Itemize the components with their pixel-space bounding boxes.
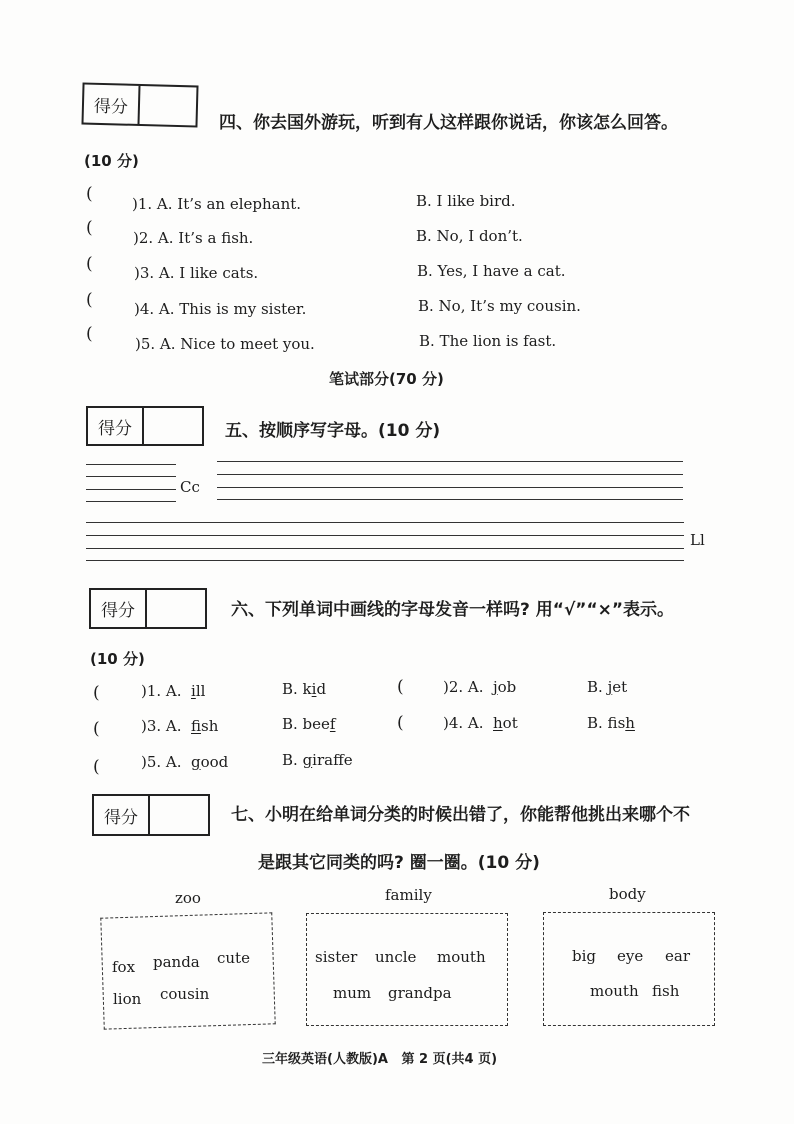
word-box-body <box>543 912 715 1026</box>
answer-paren: ( <box>86 184 93 204</box>
score-blank[interactable] <box>144 408 202 444</box>
writing-line <box>86 476 176 477</box>
question-option-b: B. Yes, I have a cat. <box>417 262 566 280</box>
group-title-body: body <box>609 885 646 903</box>
word-item[interactable]: mum <box>333 984 372 1002</box>
writing-line <box>86 535 684 536</box>
writing-line <box>217 487 683 488</box>
question-number: )3. A. <box>141 717 182 735</box>
question-number: )4. A. <box>443 714 484 732</box>
question-option-a: )4. A. This is my sister. <box>134 300 307 318</box>
word-item[interactable]: eye <box>617 947 644 965</box>
word-item[interactable]: sister <box>315 948 358 966</box>
section-6-heading: 六、下列单词中画线的字母发音一样吗? 用“√”“×”表示。 <box>231 600 675 620</box>
question-option-b: B. No, I don’t. <box>416 227 523 245</box>
answer-paren: ( <box>86 324 93 344</box>
word-a: job <box>493 678 517 696</box>
score-label: 得分 <box>94 796 150 834</box>
score-box-s5 <box>86 406 204 446</box>
word-item[interactable]: mouth <box>437 948 486 966</box>
question-option-a: )5. A. Nice to meet you. <box>135 335 315 353</box>
group-title-zoo: zoo <box>175 889 201 907</box>
section-7-heading-line2: 是跟其它同类的吗? 圈一圈。(10 分) <box>258 853 540 873</box>
word-b: B. beef <box>282 715 336 733</box>
word-a: hot <box>493 714 518 732</box>
word-item[interactable]: panda <box>153 953 200 971</box>
answer-paren: ( <box>86 290 93 310</box>
score-blank[interactable] <box>140 86 197 125</box>
word-item[interactable]: big <box>572 947 597 965</box>
word-item[interactable]: lion <box>113 990 142 1008</box>
section-6-points: (10 分) <box>90 650 145 668</box>
writing-line <box>86 560 684 561</box>
score-box-s6 <box>89 588 207 629</box>
word-item[interactable]: cute <box>217 949 250 967</box>
question-option-b: B. The lion is fast. <box>419 332 557 350</box>
answer-paren: ( <box>93 757 100 777</box>
question-option-a: )1. A. It’s an elephant. <box>132 195 302 213</box>
writing-line <box>86 522 684 523</box>
writing-line <box>86 489 176 490</box>
score-blank[interactable] <box>150 796 208 834</box>
answer-paren: ( <box>397 713 404 733</box>
word-a: good <box>191 753 229 771</box>
word-item[interactable]: fish <box>652 982 680 1000</box>
given-letter-ll: Ll <box>690 531 705 549</box>
group-title-family: family <box>385 886 432 904</box>
question-number: )5. A. <box>141 753 182 771</box>
written-part-title: 笔试部分(70 分) <box>329 370 444 388</box>
word-b: B. kid <box>282 680 327 698</box>
question-number: )2. A. <box>443 678 484 696</box>
word-a: fish <box>191 717 219 735</box>
section-4-heading: 四、你去国外游玩，听到有人这样跟你说话，你该怎么回答。 <box>219 113 678 133</box>
section-5-heading: 五、按顺序写字母。(10 分) <box>225 421 441 441</box>
word-item[interactable]: fox <box>112 958 136 976</box>
writing-line <box>86 501 176 502</box>
score-label: 得分 <box>91 590 147 627</box>
question-option-a: )2. A. It’s a fish. <box>133 229 254 247</box>
question-option-a: )3. A. I like cats. <box>134 264 259 282</box>
writing-line <box>217 499 683 500</box>
writing-line <box>217 474 683 475</box>
score-box-s4 <box>81 82 198 127</box>
word-item[interactable]: mouth <box>590 982 639 1000</box>
word-item[interactable]: ear <box>665 947 690 965</box>
word-b: B. jet <box>587 678 628 696</box>
page-footer: 三年级英语(人教版)A 第 2 页(共4 页) <box>262 1052 498 1067</box>
word-b: B. fish <box>587 714 635 732</box>
score-box-s7 <box>92 794 210 836</box>
question-option-b: B. I like bird. <box>416 192 516 210</box>
word-item[interactable]: grandpa <box>388 984 452 1002</box>
section-4-points: (10 分) <box>84 152 139 170</box>
question-number: )1. A. <box>141 682 182 700</box>
writing-line <box>86 548 684 549</box>
word-item[interactable]: uncle <box>375 948 417 966</box>
answer-paren: ( <box>86 218 93 238</box>
given-letter-cc: Cc <box>180 478 200 496</box>
answer-paren: ( <box>397 677 404 697</box>
answer-paren: ( <box>86 254 93 274</box>
writing-line <box>86 464 176 465</box>
word-item[interactable]: cousin <box>160 985 210 1003</box>
word-a: ill <box>191 682 206 700</box>
answer-paren: ( <box>93 683 100 703</box>
section-7-heading-line1: 七、小明在给单词分类的时候出错了，你能帮他挑出来哪个不 <box>231 805 690 825</box>
word-box-family <box>306 913 508 1026</box>
answer-paren: ( <box>93 719 100 739</box>
word-b: B. giraffe <box>282 751 353 769</box>
score-label: 得分 <box>84 85 141 124</box>
writing-line <box>217 461 683 462</box>
score-blank[interactable] <box>147 590 205 627</box>
score-label: 得分 <box>88 408 144 444</box>
question-option-b: B. No, It’s my cousin. <box>418 297 581 315</box>
